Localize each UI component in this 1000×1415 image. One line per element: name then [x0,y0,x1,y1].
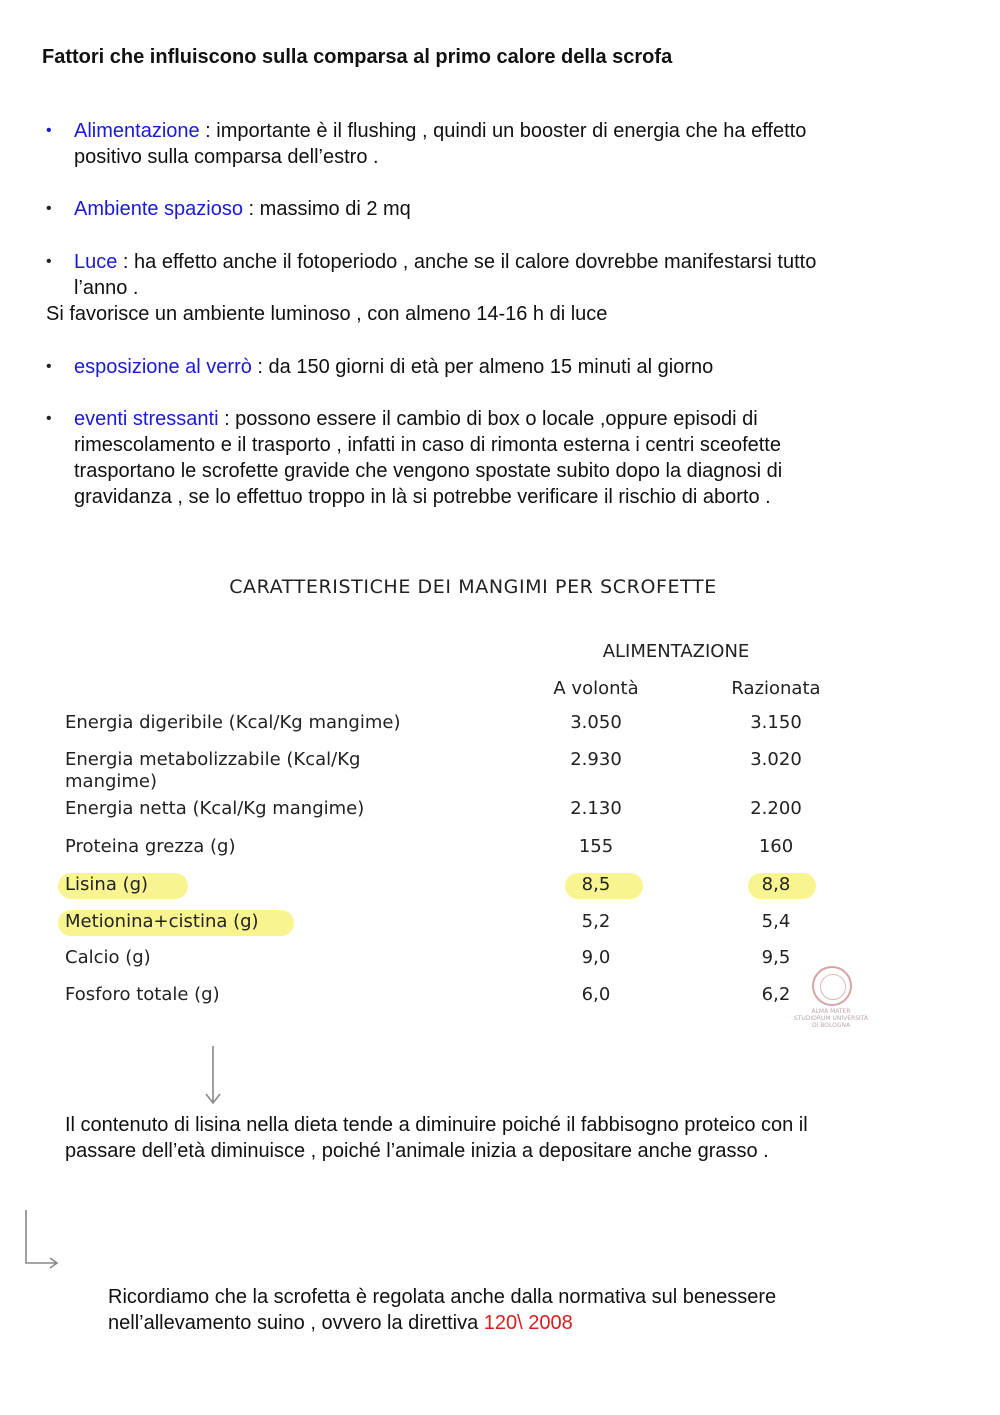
bullet-marker: • [46,200,52,217]
note-line: Il contenuto di lisina nella dieta tende a diminuire poiché il fabbisogno proteico con il [65,1114,808,1136]
directive-reference: 120\ 2008 [483,1312,573,1334]
cell-razionata: 2.200 [750,798,802,819]
cell-razionata: 8,8 [761,874,791,895]
cell-razionata: 5,4 [761,911,791,932]
note-line: nell’allevamento suino , ovvero la direttiva [108,1312,484,1334]
row-label: Energia digeribile (Kcal/Kg mangime) [65,712,401,733]
row-label: Metionina+cistina (g) [65,911,259,932]
cell-razionata: 3.150 [750,712,802,733]
row-label: Calcio (g) [65,947,151,968]
row-label: Fosforo totale (g) [65,984,220,1005]
page-title: Fattori che influiscono sulla comparsa al primo calore della scrofa [42,46,673,68]
row-label: Lisina (g) [65,874,149,895]
note-line: Ricordiamo che la scrofetta è regolata anche dalla normativa sul benessere [108,1286,777,1308]
row-label-line: mangime) [65,771,158,792]
cell-a-volonta: 2.930 [570,749,622,770]
bullet-esposizione [74,354,954,380]
table-group-header: ALIMENTAZIONE [602,641,750,662]
column-header-a-volonta: A volontà [553,678,639,699]
table-title: CARATTERISTICHE DEI MANGIMI PER SCROFETTE [229,576,717,598]
column-header-razionata: Razionata [731,678,821,699]
cell-razionata: 3.020 [750,749,802,770]
bullet-text-cont: gravidanza , se lo effettuo troppo in là si potrebbe verificare il rischio di aborto . [74,486,771,508]
cell-razionata: 6,2 [761,984,791,1005]
row-label: Energia netta (Kcal/Kg mangime) [65,798,365,819]
down-arrow-icon [200,1044,226,1106]
bullet-marker: • [46,358,52,375]
bullet-eventi-stressanti [74,406,954,510]
university-seal-icon [812,966,852,1006]
cell-a-volonta: 3.050 [570,712,622,733]
directive-note [108,1284,968,1336]
bullet-ambiente [74,196,954,222]
cell-a-volonta: 9,0 [581,947,611,968]
corner-arrow-icon [20,1208,64,1270]
university-seal-caption: ALMA MATER STUDIORUM UNIVERSITÀ DI BOLOGNA [793,1008,869,1029]
row-label [65,749,465,793]
bullet-text: : ha effetto anche il fotoperiodo , anche se il calore dovrebbe manifestarsi tutto [117,251,817,273]
row-label-line: Energia metabolizzabile (Kcal/Kg [65,749,361,770]
bullet-text: : possono essere il cambio di box o locale ,oppure episodi di [218,408,758,430]
bullet-marker: • [46,410,52,427]
light-note: Si favorisce un ambiente luminoso , con almeno 14-16 h di luce [46,303,608,325]
bullet-marker: • [46,253,52,270]
bullet-luce [74,249,954,301]
cell-a-volonta: 155 [578,836,614,857]
bullet-marker: • [46,122,52,139]
bullet-keyword: Alimentazione [74,120,200,142]
bullet-text-cont: trasportano le scrofette gravide che vengono spostate subito dopo la diagnosi di [74,460,783,482]
bullet-text: : massimo di 2 mq [242,198,411,220]
note-line: passare dell’età diminuisce , poiché l’animale inizia a depositare anche grasso . [65,1140,769,1162]
cell-razionata: 160 [758,836,794,857]
cell-a-volonta: 5,2 [581,911,611,932]
bullet-text-cont: l’anno . [74,277,139,299]
bullet-text-cont: rimescolamento e il trasporto , infatti in caso di rimonta esterna i centri sceofette [74,434,781,456]
bullet-text-cont: positivo sulla comparsa dell’estro . [74,146,379,168]
bullet-keyword: Luce [74,251,118,273]
bullet-text: : importante è il flushing , quindi un booster di energia che ha effetto [199,120,807,142]
bullet-keyword: eventi stressanti [74,408,219,430]
bullet-text: : da 150 giorni di età per almeno 15 minuti al giorno [251,356,714,378]
bullet-keyword: Ambiente spazioso [74,198,243,220]
cell-razionata: 9,5 [761,947,791,968]
cell-a-volonta: 2.130 [570,798,622,819]
row-label: Proteina grezza (g) [65,836,236,857]
bullet-keyword: esposizione al verrò [74,356,252,378]
bullet-alimentazione [74,118,954,170]
lisina-note [65,1112,965,1164]
cell-a-volonta: 8,5 [581,874,611,895]
cell-a-volonta: 6,0 [581,984,611,1005]
